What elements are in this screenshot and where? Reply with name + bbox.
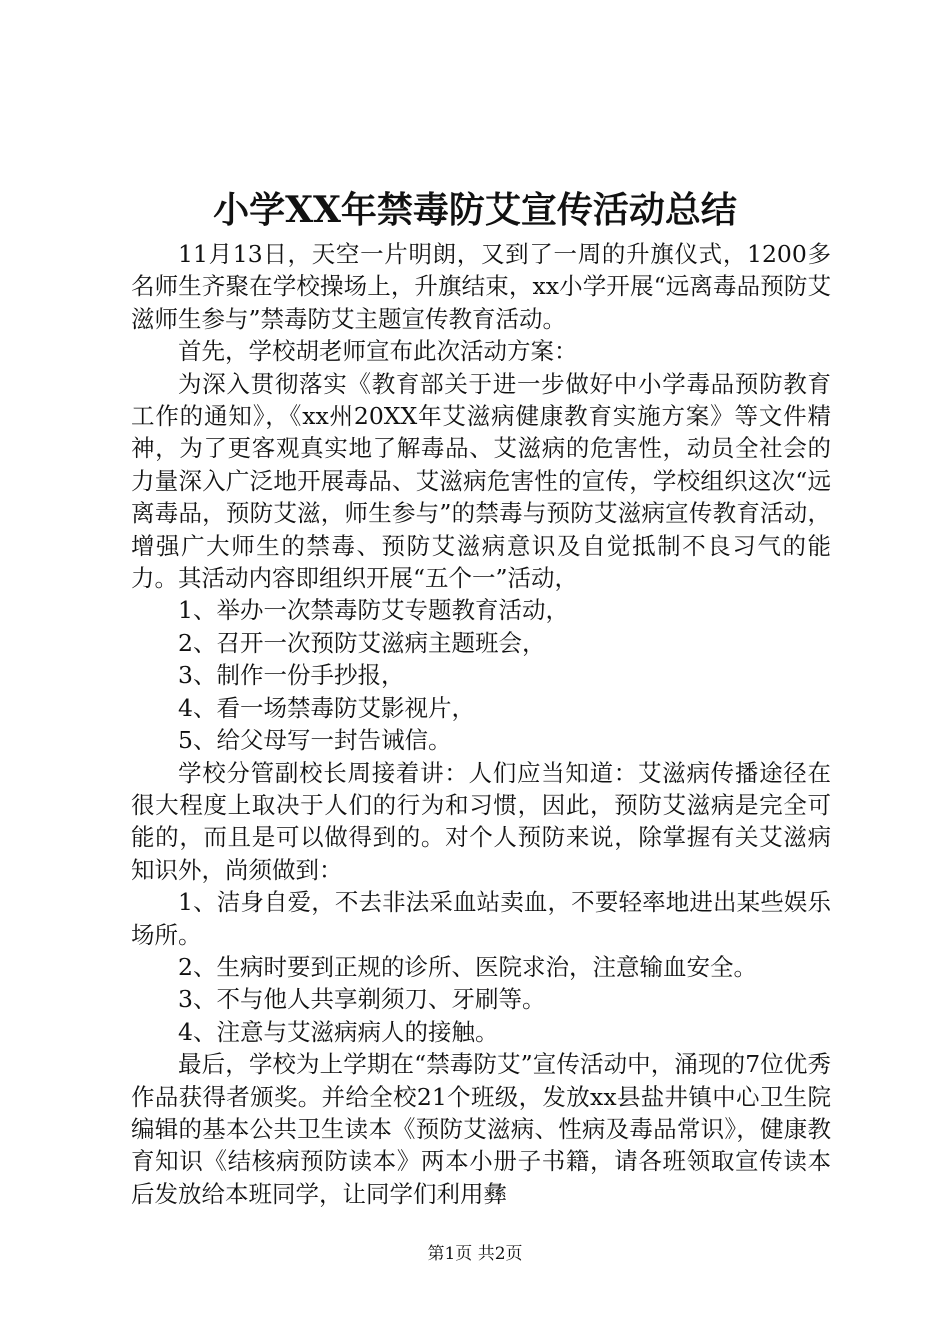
list-item-activity-3: 3、制作一份手抄报，: [178, 661, 405, 690]
list-item-activity-1: 1、举办一次禁毒防艾专题教育活动，: [178, 596, 569, 625]
paragraph-first: 首先，学校胡老师宣布此次活动方案：: [178, 337, 578, 366]
list-item-activity-5: 5、给父母写一封告诫信。: [178, 726, 452, 755]
page-footer: 第1页 共2页: [427, 1244, 523, 1264]
list-item-prevention-2: 2、生病时要到正规的诊所、医院求治，注意输血安全。: [178, 952, 757, 981]
paragraph-intro: 11月13日，天空一片明朗，又到了一周的升旗仪式，1200多名师生齐聚在学校操场上，升旗结束，xx小学开展“远离毒品预防艾滋师生参与”禁毒防艾主题宣传教育活动。: [131, 240, 831, 333]
list-item-prevention-4: 4、注意与艾滋病病人的接触。: [178, 1017, 499, 1046]
list-item-prevention-3: 3、不与他人共享剃须刀、牙刷等。: [178, 985, 546, 1014]
paragraph-plan: 为深入贯彻落实《教育部关于进一步做好中小学毒品预防教育工作的通知》，《xx州20XX年艾滋病健康教育实施方案》等文件精神，为了更客观真实地了解毒品、艾滋病的危害性，动员全社会的力量深入广泛地开展毒品、艾滋病危害性的宣传，学校组织这次“远离毒品，预防艾滋，师生参与”的禁毒与预防艾滋病宣传教育活动，增强广大师生的禁毒、预防艾滋病意识及自觉抵制不良习气的能力。其活动内容即组织开展“五个一”活动，: [131, 369, 831, 593]
page-title: 小学XX年禁毒防艾宣传活动总结: [213, 189, 737, 231]
list-item-prevention-1: 1、洁身自爱，不去非法采血站卖血，不要轻率地进出某些娱乐场所。: [131, 888, 831, 949]
paragraph-final: 最后，学校为上学期在“禁毒防艾”宣传活动中，涌现的7位优秀作品获得者颁奖。并给全校21个班级，发放xx县盐井镇中心卫生院编辑的基本公共卫生读本《预防艾滋病、性病及毒品常识》，健康教育知识《结核病预防读本》两本小册子书籍，请各班领取宣传读本后发放给本班同学，让同学们利用彝: [131, 1050, 831, 1208]
list-item-activity-2: 2、召开一次预防艾滋病主题班会，: [178, 628, 546, 657]
paragraph-vice-principal: 学校分管副校长周接着讲：人们应当知道：艾滋病传播途径在很大程度上取决于人们的行为和习惯，因此，预防艾滋病是完全可能的，而且是可以做得到的。对个人预防来说，除掌握有关艾滋病知识外，尚须做到：: [131, 758, 831, 884]
document-body: [131, 238, 831, 1210]
list-item-activity-4: 4、看一场禁毒防艾影视片，: [178, 693, 475, 722]
